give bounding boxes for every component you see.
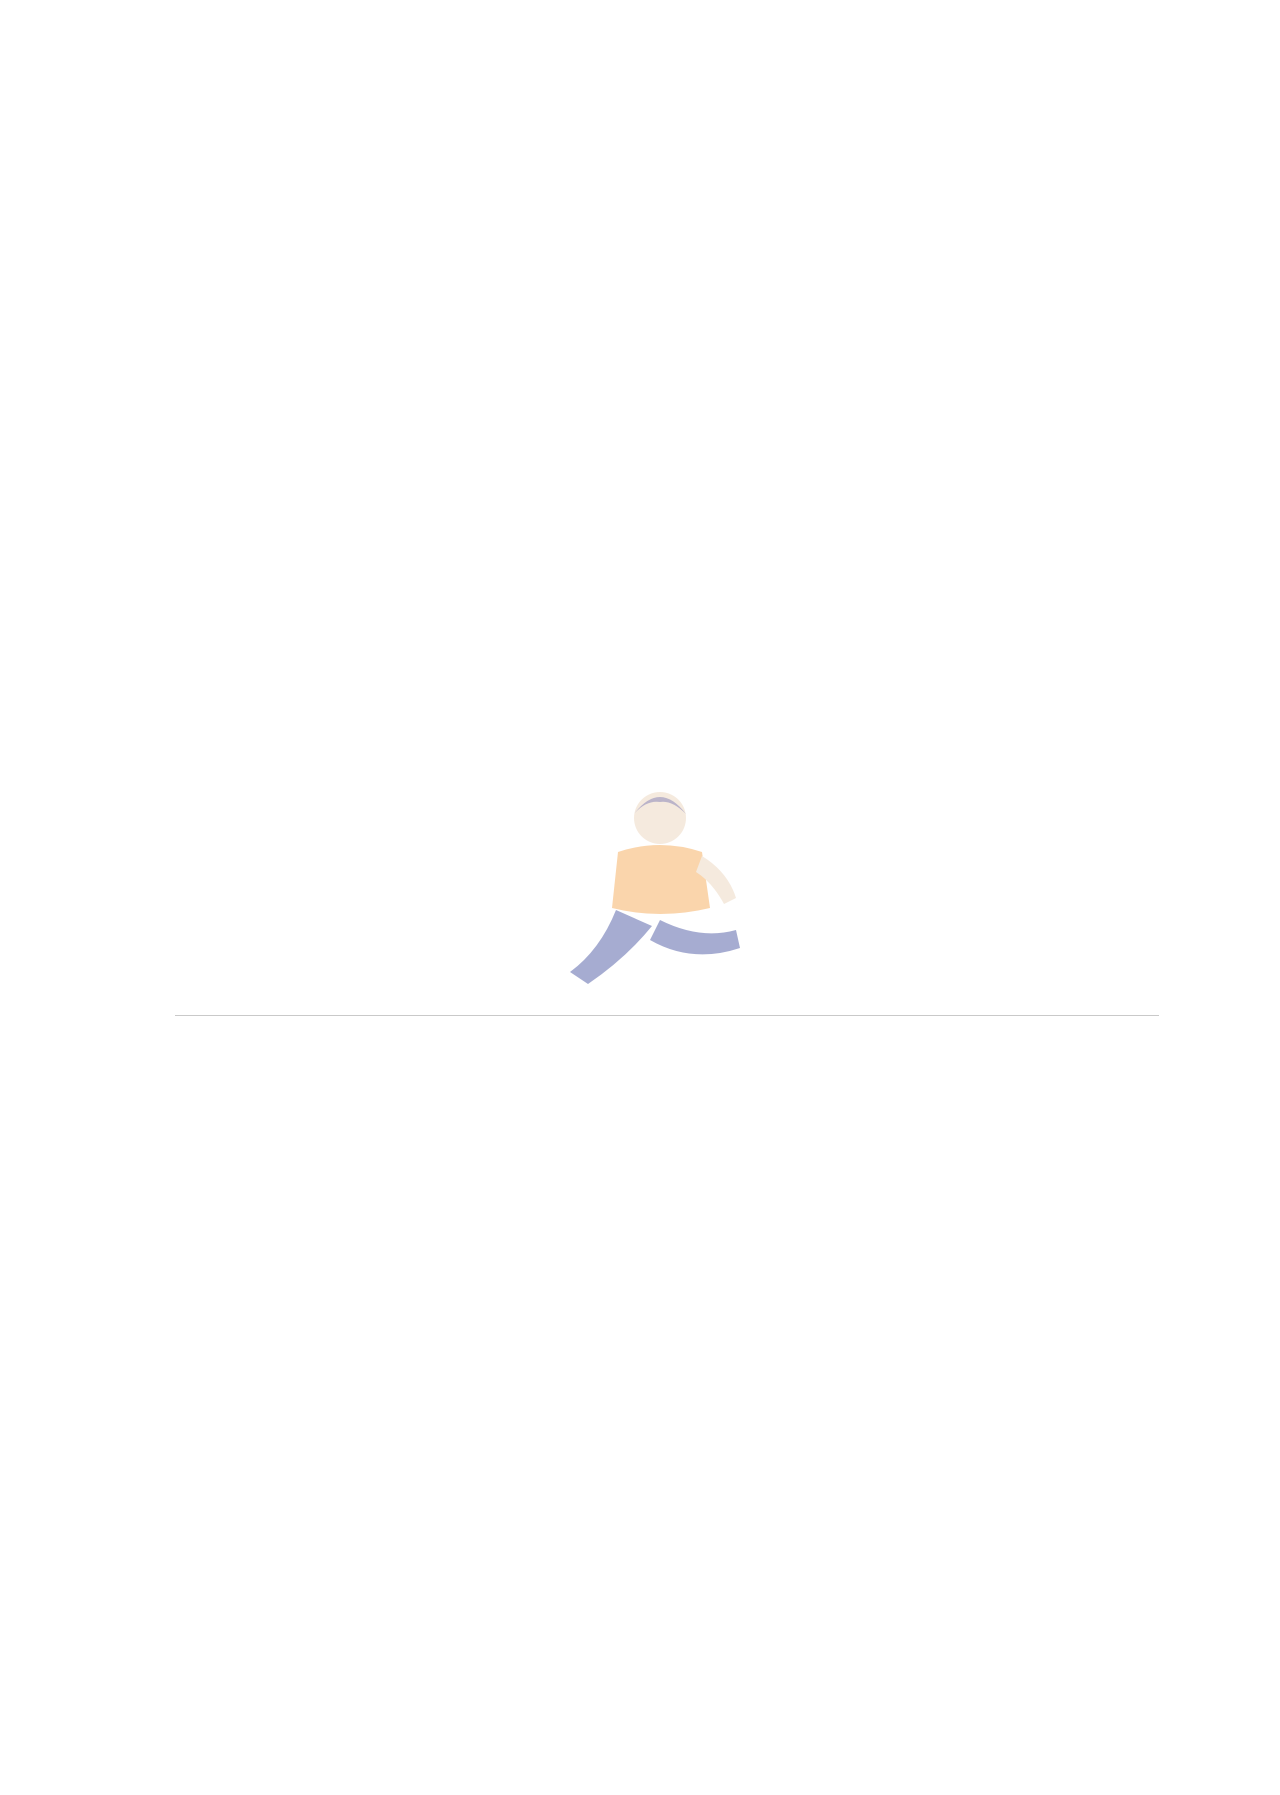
heading-divider: [175, 1015, 1159, 1016]
mascot-watermark-icon: [560, 780, 760, 990]
